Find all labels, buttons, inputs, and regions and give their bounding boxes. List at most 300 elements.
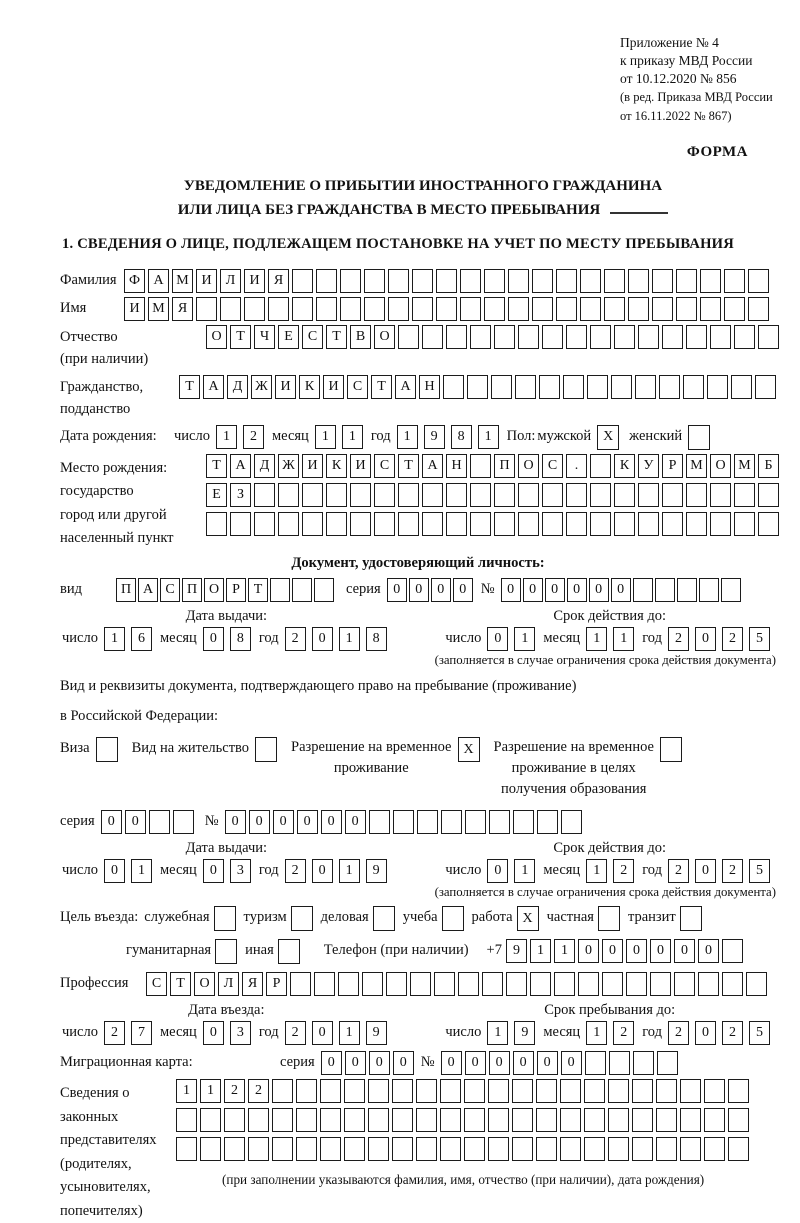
surname-cell[interactable]: [508, 269, 529, 293]
birth-day-cell[interactable]: 2: [243, 425, 264, 449]
representatives-cell[interactable]: [224, 1108, 245, 1132]
given-name-cell[interactable]: [604, 297, 625, 321]
birthplace-cell[interactable]: [614, 512, 635, 536]
representatives-cell[interactable]: [248, 1108, 269, 1132]
birthplace-cell[interactable]: [710, 512, 731, 536]
stay-doc-number-cell[interactable]: [537, 810, 558, 834]
stay-valid-year-cell[interactable]: 5: [749, 859, 770, 883]
given-name-cell[interactable]: [748, 297, 769, 321]
stay-issue-year-cell[interactable]: 9: [366, 859, 387, 883]
representatives-cell[interactable]: [416, 1137, 437, 1161]
citizenship-cell[interactable]: [587, 375, 608, 399]
patronymic-cell[interactable]: [398, 325, 419, 349]
birthplace-cell[interactable]: Б: [758, 454, 779, 478]
birthplace-cell[interactable]: [542, 512, 563, 536]
profession-cell[interactable]: [674, 972, 695, 996]
surname-cell[interactable]: [532, 269, 553, 293]
representatives-cell[interactable]: [512, 1079, 533, 1103]
given-name-cell[interactable]: [412, 297, 433, 321]
entry-month-cell[interactable]: 0: [203, 1021, 224, 1045]
birthplace-cell[interactable]: [446, 512, 467, 536]
doc-number-cell[interactable]: 0: [501, 578, 521, 602]
phone-digit-cell[interactable]: 0: [650, 939, 671, 963]
representatives-cell[interactable]: [680, 1137, 701, 1161]
doc-number-cell[interactable]: [633, 578, 653, 602]
stay-doc-seriya-cell[interactable]: 0: [125, 810, 146, 834]
given-name-cell[interactable]: [196, 297, 217, 321]
representatives-cell[interactable]: [680, 1079, 701, 1103]
birthplace-cell[interactable]: [590, 512, 611, 536]
profession-cell[interactable]: [482, 972, 503, 996]
migration-card-number-cell[interactable]: [585, 1051, 606, 1075]
representatives-cell[interactable]: [440, 1108, 461, 1132]
birthplace-cell[interactable]: [350, 512, 371, 536]
patronymic-cell[interactable]: [590, 325, 611, 349]
stay-issue-day-cell[interactable]: 1: [131, 859, 152, 883]
citizenship-cell[interactable]: [659, 375, 680, 399]
valid-year-cell[interactable]: 2: [722, 627, 743, 651]
profession-cell[interactable]: [578, 972, 599, 996]
representatives-cell[interactable]: [632, 1137, 653, 1161]
patronymic-cell[interactable]: Е: [278, 325, 299, 349]
stay-doc-number-cell[interactable]: [369, 810, 390, 834]
stay-until-year-cell[interactable]: 2: [668, 1021, 689, 1045]
stay-doc-number-cell[interactable]: [489, 810, 510, 834]
migration-card-number-cell[interactable]: [657, 1051, 678, 1075]
birthplace-cell[interactable]: [566, 483, 587, 507]
birthplace-cell[interactable]: [374, 483, 395, 507]
birthplace-cell[interactable]: [518, 512, 539, 536]
patronymic-cell[interactable]: [422, 325, 443, 349]
representatives-cell[interactable]: [320, 1079, 341, 1103]
patronymic-cell[interactable]: Т: [230, 325, 251, 349]
purpose-humanitarian-checkbox[interactable]: [215, 939, 237, 964]
surname-cell[interactable]: [364, 269, 385, 293]
representatives-cell[interactable]: [536, 1108, 557, 1132]
profession-cell[interactable]: [722, 972, 743, 996]
given-name-cell[interactable]: И: [124, 297, 145, 321]
given-name-cell[interactable]: [220, 297, 241, 321]
birthplace-cell[interactable]: С: [374, 454, 395, 478]
birthplace-cell[interactable]: Р: [662, 454, 683, 478]
birthplace-cell[interactable]: [662, 512, 683, 536]
representatives-cell[interactable]: [200, 1137, 221, 1161]
doc-number-cell[interactable]: 0: [567, 578, 587, 602]
birthplace-cell[interactable]: [278, 483, 299, 507]
stay-valid-day-cell[interactable]: 0: [487, 859, 508, 883]
birthplace-cell[interactable]: [758, 512, 779, 536]
patronymic-cell[interactable]: [446, 325, 467, 349]
given-name-cell[interactable]: [316, 297, 337, 321]
doc-type-cell[interactable]: Т: [248, 578, 268, 602]
citizenship-cell[interactable]: [467, 375, 488, 399]
migration-card-number-cell[interactable]: 0: [561, 1051, 582, 1075]
phone-digit-cell[interactable]: [722, 939, 743, 963]
citizenship-cell[interactable]: [731, 375, 752, 399]
stay-valid-year-cell[interactable]: 2: [668, 859, 689, 883]
representatives-cell[interactable]: [296, 1108, 317, 1132]
birthplace-cell[interactable]: Т: [398, 454, 419, 478]
surname-cell[interactable]: [676, 269, 697, 293]
representatives-cell[interactable]: [272, 1079, 293, 1103]
issue-day-cell[interactable]: 6: [131, 627, 152, 651]
representatives-cell[interactable]: [344, 1079, 365, 1103]
birth-year-cell[interactable]: 1: [478, 425, 499, 449]
given-name-cell[interactable]: [724, 297, 745, 321]
stay-until-year-cell[interactable]: 2: [722, 1021, 743, 1045]
surname-cell[interactable]: [748, 269, 769, 293]
birthplace-cell[interactable]: [542, 483, 563, 507]
surname-cell[interactable]: [700, 269, 721, 293]
citizenship-cell[interactable]: И: [275, 375, 296, 399]
birth-month-cell[interactable]: 1: [342, 425, 363, 449]
citizenship-cell[interactable]: А: [395, 375, 416, 399]
entry-day-cell[interactable]: 7: [131, 1021, 152, 1045]
migration-card-number-cell[interactable]: 0: [441, 1051, 462, 1075]
profession-cell[interactable]: [746, 972, 767, 996]
representatives-cell[interactable]: [656, 1079, 677, 1103]
given-name-cell[interactable]: [292, 297, 313, 321]
given-name-cell[interactable]: [508, 297, 529, 321]
profession-cell[interactable]: [458, 972, 479, 996]
representatives-cell[interactable]: [392, 1108, 413, 1132]
stay-doc-seriya-cell[interactable]: [149, 810, 170, 834]
given-name-cell[interactable]: [556, 297, 577, 321]
profession-cell[interactable]: [650, 972, 671, 996]
surname-cell[interactable]: М: [172, 269, 193, 293]
representatives-cell[interactable]: [368, 1137, 389, 1161]
purpose-private-checkbox[interactable]: [598, 906, 620, 931]
given-name-cell[interactable]: [700, 297, 721, 321]
purpose-business-checkbox[interactable]: [373, 906, 395, 931]
birthplace-cell[interactable]: З: [230, 483, 251, 507]
representatives-cell[interactable]: [728, 1079, 749, 1103]
representatives-cell[interactable]: [296, 1137, 317, 1161]
representatives-cell[interactable]: 2: [248, 1079, 269, 1103]
surname-cell[interactable]: [628, 269, 649, 293]
stay-valid-year-cell[interactable]: 2: [722, 859, 743, 883]
patronymic-cell[interactable]: [758, 325, 779, 349]
stay-until-month-cell[interactable]: 2: [613, 1021, 634, 1045]
stay-until-day-cell[interactable]: 9: [514, 1021, 535, 1045]
birthplace-cell[interactable]: [206, 512, 227, 536]
birthplace-cell[interactable]: Ж: [278, 454, 299, 478]
doc-number-cell[interactable]: [677, 578, 697, 602]
surname-cell[interactable]: [340, 269, 361, 293]
birthplace-cell[interactable]: [590, 454, 611, 478]
valid-month-cell[interactable]: 1: [613, 627, 634, 651]
representatives-cell[interactable]: [440, 1079, 461, 1103]
representatives-cell[interactable]: 1: [176, 1079, 197, 1103]
phone-digit-cell[interactable]: 0: [674, 939, 695, 963]
patronymic-cell[interactable]: [470, 325, 491, 349]
surname-cell[interactable]: [724, 269, 745, 293]
stay-doc-number-cell[interactable]: [561, 810, 582, 834]
migration-card-seriya-cell[interactable]: 0: [369, 1051, 390, 1075]
phone-digit-cell[interactable]: 0: [602, 939, 623, 963]
birthplace-cell[interactable]: У: [638, 454, 659, 478]
birthplace-cell[interactable]: Н: [446, 454, 467, 478]
migration-card-number-cell[interactable]: [633, 1051, 654, 1075]
birthplace-cell[interactable]: [638, 512, 659, 536]
phone-digit-cell[interactable]: 0: [698, 939, 719, 963]
stay-issue-year-cell[interactable]: 2: [285, 859, 306, 883]
profession-cell[interactable]: [362, 972, 383, 996]
doc-type-cell[interactable]: А: [138, 578, 158, 602]
surname-cell[interactable]: Ф: [124, 269, 145, 293]
birthplace-cell[interactable]: [470, 512, 491, 536]
patronymic-cell[interactable]: [518, 325, 539, 349]
stay-issue-month-cell[interactable]: 3: [230, 859, 251, 883]
birthplace-cell[interactable]: С: [542, 454, 563, 478]
birthplace-cell[interactable]: [254, 512, 275, 536]
issue-day-cell[interactable]: 1: [104, 627, 125, 651]
valid-day-cell[interactable]: 1: [514, 627, 535, 651]
patronymic-cell[interactable]: [710, 325, 731, 349]
birthplace-cell[interactable]: И: [350, 454, 371, 478]
profession-cell[interactable]: [530, 972, 551, 996]
issue-year-cell[interactable]: 2: [285, 627, 306, 651]
representatives-cell[interactable]: [512, 1108, 533, 1132]
stay-valid-year-cell[interactable]: 0: [695, 859, 716, 883]
patronymic-cell[interactable]: [566, 325, 587, 349]
birthplace-cell[interactable]: [302, 512, 323, 536]
profession-cell[interactable]: [338, 972, 359, 996]
patronymic-cell[interactable]: Т: [326, 325, 347, 349]
doc-type-cell[interactable]: О: [204, 578, 224, 602]
phone-digit-cell[interactable]: 9: [506, 939, 527, 963]
birthplace-cell[interactable]: М: [686, 454, 707, 478]
surname-cell[interactable]: И: [244, 269, 265, 293]
surname-cell[interactable]: [388, 269, 409, 293]
representatives-cell[interactable]: [560, 1137, 581, 1161]
citizenship-cell[interactable]: А: [203, 375, 224, 399]
valid-month-cell[interactable]: 1: [586, 627, 607, 651]
birthplace-cell[interactable]: [350, 483, 371, 507]
given-name-cell[interactable]: [244, 297, 265, 321]
representatives-cell[interactable]: [224, 1137, 245, 1161]
representatives-cell[interactable]: [704, 1108, 725, 1132]
patronymic-cell[interactable]: О: [374, 325, 395, 349]
doc-seriya-cell[interactable]: 0: [387, 578, 407, 602]
patronymic-cell[interactable]: О: [206, 325, 227, 349]
stay-doc-number-cell[interactable]: 0: [225, 810, 246, 834]
patronymic-cell[interactable]: С: [302, 325, 323, 349]
phone-digit-cell[interactable]: 1: [530, 939, 551, 963]
profession-cell[interactable]: О: [194, 972, 215, 996]
stay-doc-number-cell[interactable]: 0: [273, 810, 294, 834]
representatives-cell[interactable]: [608, 1108, 629, 1132]
birthplace-cell[interactable]: А: [422, 454, 443, 478]
birthplace-cell[interactable]: [278, 512, 299, 536]
representatives-cell[interactable]: [488, 1079, 509, 1103]
temp-residence-permit-checkbox[interactable]: X: [458, 737, 480, 762]
stay-doc-number-cell[interactable]: [393, 810, 414, 834]
gender-female-checkbox[interactable]: [688, 425, 710, 450]
representatives-cell[interactable]: [728, 1137, 749, 1161]
birthplace-cell[interactable]: О: [518, 454, 539, 478]
visa-checkbox[interactable]: [96, 737, 118, 762]
migration-card-seriya-cell[interactable]: 0: [345, 1051, 366, 1075]
citizenship-cell[interactable]: Ж: [251, 375, 272, 399]
citizenship-cell[interactable]: Т: [179, 375, 200, 399]
surname-cell[interactable]: [556, 269, 577, 293]
representatives-cell[interactable]: [632, 1079, 653, 1103]
birthplace-cell[interactable]: [686, 512, 707, 536]
migration-card-number-cell[interactable]: 0: [489, 1051, 510, 1075]
representatives-cell[interactable]: [584, 1137, 605, 1161]
residence-permit-checkbox[interactable]: [255, 737, 277, 762]
stay-doc-seriya-cell[interactable]: [173, 810, 194, 834]
birth-day-cell[interactable]: 1: [216, 425, 237, 449]
representatives-cell[interactable]: [344, 1108, 365, 1132]
representatives-cell[interactable]: [560, 1108, 581, 1132]
birthplace-cell[interactable]: К: [614, 454, 635, 478]
birthplace-cell[interactable]: [302, 483, 323, 507]
representatives-cell[interactable]: [176, 1108, 197, 1132]
citizenship-cell[interactable]: [683, 375, 704, 399]
stay-doc-number-cell[interactable]: [417, 810, 438, 834]
doc-type-cell[interactable]: [270, 578, 290, 602]
doc-seriya-cell[interactable]: 0: [453, 578, 473, 602]
representatives-cell[interactable]: [368, 1079, 389, 1103]
representatives-cell[interactable]: [320, 1108, 341, 1132]
entry-year-cell[interactable]: 0: [312, 1021, 333, 1045]
surname-cell[interactable]: [484, 269, 505, 293]
profession-cell[interactable]: [434, 972, 455, 996]
stay-doc-number-cell[interactable]: [513, 810, 534, 834]
migration-card-number-cell[interactable]: 0: [537, 1051, 558, 1075]
surname-cell[interactable]: Л: [220, 269, 241, 293]
surname-cell[interactable]: [292, 269, 313, 293]
citizenship-cell[interactable]: И: [323, 375, 344, 399]
profession-cell[interactable]: Л: [218, 972, 239, 996]
profession-cell[interactable]: Р: [266, 972, 287, 996]
citizenship-cell[interactable]: [563, 375, 584, 399]
surname-cell[interactable]: [580, 269, 601, 293]
birthplace-cell[interactable]: [422, 512, 443, 536]
profession-cell[interactable]: [386, 972, 407, 996]
birthplace-cell[interactable]: [518, 483, 539, 507]
patronymic-cell[interactable]: [542, 325, 563, 349]
profession-cell[interactable]: [626, 972, 647, 996]
given-name-cell[interactable]: [460, 297, 481, 321]
birthplace-cell[interactable]: П: [494, 454, 515, 478]
purpose-transit-checkbox[interactable]: [680, 906, 702, 931]
representatives-cell[interactable]: [176, 1137, 197, 1161]
profession-cell[interactable]: [506, 972, 527, 996]
citizenship-cell[interactable]: С: [347, 375, 368, 399]
birthplace-cell[interactable]: [614, 483, 635, 507]
representatives-cell[interactable]: [632, 1108, 653, 1132]
given-name-cell[interactable]: [364, 297, 385, 321]
birthplace-cell[interactable]: [758, 483, 779, 507]
valid-year-cell[interactable]: 2: [668, 627, 689, 651]
phone-digit-cell[interactable]: 0: [626, 939, 647, 963]
citizenship-cell[interactable]: [539, 375, 560, 399]
representatives-cell[interactable]: [464, 1137, 485, 1161]
doc-number-cell[interactable]: [699, 578, 719, 602]
citizenship-cell[interactable]: Т: [371, 375, 392, 399]
surname-cell[interactable]: [460, 269, 481, 293]
migration-card-number-cell[interactable]: 0: [465, 1051, 486, 1075]
stay-until-day-cell[interactable]: 1: [487, 1021, 508, 1045]
given-name-cell[interactable]: Я: [172, 297, 193, 321]
representatives-cell[interactable]: [488, 1108, 509, 1132]
phone-digit-cell[interactable]: 1: [554, 939, 575, 963]
birthplace-cell[interactable]: [662, 483, 683, 507]
doc-number-cell[interactable]: 0: [545, 578, 565, 602]
representatives-cell[interactable]: [608, 1137, 629, 1161]
representatives-cell[interactable]: [296, 1079, 317, 1103]
doc-number-cell[interactable]: [721, 578, 741, 602]
stay-doc-number-cell[interactable]: [441, 810, 462, 834]
representatives-cell[interactable]: [728, 1108, 749, 1132]
citizenship-cell[interactable]: [611, 375, 632, 399]
profession-cell[interactable]: Т: [170, 972, 191, 996]
given-name-cell[interactable]: [484, 297, 505, 321]
patronymic-cell[interactable]: [494, 325, 515, 349]
representatives-cell[interactable]: [512, 1137, 533, 1161]
representatives-cell[interactable]: 1: [200, 1079, 221, 1103]
entry-year-cell[interactable]: 2: [285, 1021, 306, 1045]
surname-cell[interactable]: [652, 269, 673, 293]
profession-cell[interactable]: [290, 972, 311, 996]
representatives-cell[interactable]: [536, 1079, 557, 1103]
stay-doc-number-cell[interactable]: [465, 810, 486, 834]
representatives-cell[interactable]: [464, 1108, 485, 1132]
representatives-cell[interactable]: [488, 1137, 509, 1161]
birthplace-cell[interactable]: [590, 483, 611, 507]
doc-type-cell[interactable]: С: [160, 578, 180, 602]
surname-cell[interactable]: Я: [268, 269, 289, 293]
birthplace-cell[interactable]: Т: [206, 454, 227, 478]
representatives-cell[interactable]: [248, 1137, 269, 1161]
stay-until-month-cell[interactable]: 1: [586, 1021, 607, 1045]
birthplace-cell[interactable]: [470, 454, 491, 478]
profession-cell[interactable]: [698, 972, 719, 996]
birthplace-cell[interactable]: .: [566, 454, 587, 478]
surname-cell[interactable]: [316, 269, 337, 293]
profession-cell[interactable]: [410, 972, 431, 996]
purpose-study-checkbox[interactable]: [442, 906, 464, 931]
representatives-cell[interactable]: [464, 1079, 485, 1103]
given-name-cell[interactable]: [652, 297, 673, 321]
representatives-cell[interactable]: [584, 1079, 605, 1103]
stay-valid-month-cell[interactable]: 2: [613, 859, 634, 883]
birthplace-cell[interactable]: [422, 483, 443, 507]
profession-cell[interactable]: С: [146, 972, 167, 996]
patronymic-cell[interactable]: [686, 325, 707, 349]
citizenship-cell[interactable]: [515, 375, 536, 399]
birthplace-cell[interactable]: [494, 512, 515, 536]
doc-number-cell[interactable]: 0: [523, 578, 543, 602]
representatives-cell[interactable]: [272, 1137, 293, 1161]
birthplace-cell[interactable]: А: [230, 454, 251, 478]
birth-month-cell[interactable]: 1: [315, 425, 336, 449]
representatives-cell[interactable]: [344, 1137, 365, 1161]
purpose-work-checkbox[interactable]: X: [517, 906, 539, 931]
stay-doc-number-cell[interactable]: 0: [249, 810, 270, 834]
birthplace-cell[interactable]: [374, 512, 395, 536]
stay-valid-day-cell[interactable]: 1: [514, 859, 535, 883]
representatives-cell[interactable]: [416, 1108, 437, 1132]
profession-cell[interactable]: [602, 972, 623, 996]
representatives-cell[interactable]: [440, 1137, 461, 1161]
stay-issue-year-cell[interactable]: 1: [339, 859, 360, 883]
birthplace-cell[interactable]: [494, 483, 515, 507]
doc-type-cell[interactable]: П: [116, 578, 136, 602]
